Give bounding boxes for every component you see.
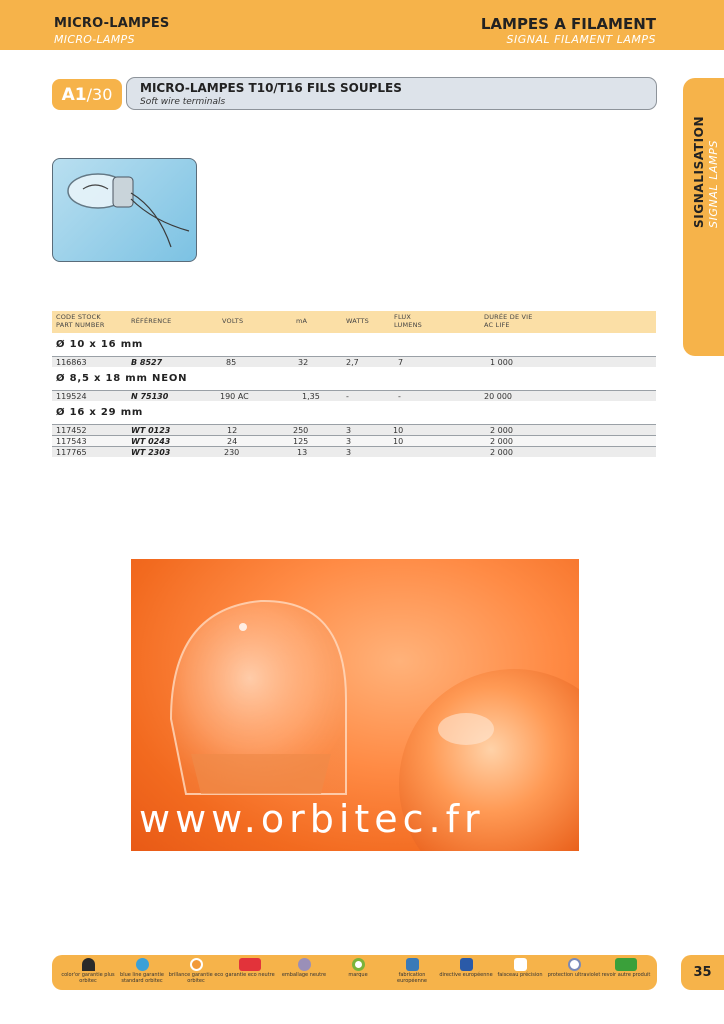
cell-reference: N 75130 [131, 392, 169, 401]
legend-item [492, 958, 548, 978]
cell-life: 2 000 [490, 426, 513, 435]
table-group [52, 401, 656, 424]
header-lumens: LUMENS [394, 321, 422, 329]
legend-item [598, 958, 654, 978]
cell-ma: 13 [297, 448, 308, 457]
legend-label: directive européenne [439, 972, 493, 978]
legend-label: garantie eco neutre [225, 972, 275, 978]
lamp-photo [52, 158, 197, 262]
side-tab-text [692, 116, 720, 228]
dome-icon [82, 958, 95, 971]
recycle-icon [615, 958, 637, 971]
table-header [52, 311, 656, 333]
cell-watts: - [346, 392, 349, 401]
header-ac-life: AC LIFE [484, 321, 510, 329]
cell-reference: WT 2303 [131, 448, 171, 457]
legend-label: protection ultraviolet [547, 972, 601, 978]
header-code-stock: CODE STOCK [56, 313, 101, 321]
cell-code: 117452 [56, 426, 87, 435]
legend-item [384, 958, 440, 984]
cell-volts: 230 [224, 448, 240, 457]
cell-ma: 1,35 [302, 392, 320, 401]
cell-volts: 24 [227, 437, 238, 446]
footer-legend [52, 955, 657, 990]
legend-label: revoir autre produit [601, 972, 651, 978]
header-part-number: PART NUMBER [56, 321, 105, 329]
legend-label: color'or garantie plus orbitec [61, 972, 115, 984]
legend-item [168, 958, 224, 984]
legend-item [222, 958, 278, 978]
cell-reference: WT 0243 [131, 437, 171, 446]
legend-item [60, 958, 116, 984]
section-title: MICRO-LAMPES T10/T16 FILS SOUPLES [140, 81, 402, 95]
package-icon [298, 958, 311, 971]
header-volts: VOLTS [222, 317, 244, 325]
section-title-bar [126, 77, 657, 110]
cell-flux: 7 [398, 358, 404, 367]
brand-icon [352, 958, 365, 971]
cell-watts: 3 [346, 426, 352, 435]
page-number: 35 [681, 955, 724, 990]
header-flux: FLUX [394, 313, 412, 321]
table-row [52, 356, 656, 367]
table-row [52, 446, 656, 457]
cell-reference: WT 0123 [131, 426, 171, 435]
header-right-title: LAMPES A FILAMENT [480, 15, 656, 33]
header-duree: DURÉE DE VIE [484, 313, 533, 321]
uv-icon [568, 958, 581, 971]
legend-item [330, 958, 386, 978]
cell-flux: 10 [393, 437, 404, 446]
promo-url[interactable]: www.orbitec.fr [139, 797, 485, 841]
cell-volts: 12 [227, 426, 238, 435]
side-tab-title: SIGNALISATION [692, 115, 706, 228]
promo-image [131, 559, 579, 851]
factory-icon [406, 958, 419, 971]
cell-flux: - [398, 392, 401, 401]
legend-label: marque [348, 972, 368, 978]
section-subtitle: Soft wire terminals [140, 97, 226, 107]
cell-watts: 2,7 [346, 358, 359, 367]
table-row [52, 390, 656, 401]
header-right-subtitle: SIGNAL FILAMENT LAMPS [506, 33, 656, 46]
header-reference: RÉFÉRENCE [131, 317, 172, 325]
orange-badge-icon [190, 958, 203, 971]
cell-reference: B 8527 [131, 358, 163, 367]
group-label: Ø 8,5 x 18 mm NEON [56, 373, 188, 384]
cell-watts: 3 [346, 437, 352, 446]
cell-ma: 250 [293, 426, 309, 435]
side-tab-subtitle: SIGNAL LAMPS [707, 139, 720, 228]
side-tab [683, 78, 724, 356]
legend-label: emballage neutre [281, 972, 327, 978]
blue-badge-icon [136, 958, 149, 971]
legend-label: faisceau précision [497, 972, 543, 978]
cell-life: 1 000 [490, 358, 513, 367]
cell-life: 2 000 [490, 437, 513, 446]
section-number: /30 [86, 85, 113, 104]
table-row [52, 424, 656, 435]
header-watts: WATTS [346, 317, 369, 325]
legend-item [114, 958, 170, 984]
beam-icon [514, 958, 527, 971]
group-label: Ø 10 x 16 mm [56, 339, 144, 350]
cell-watts: 3 [346, 448, 352, 457]
cell-code: 119524 [56, 392, 87, 401]
section-badge [52, 79, 122, 110]
cell-ma: 32 [298, 358, 309, 367]
table-group [52, 367, 656, 390]
eco-badge-icon [239, 958, 261, 971]
legend-item [438, 958, 494, 978]
cell-code: 116863 [56, 358, 87, 367]
legend-label: fabrication européenne [397, 972, 427, 984]
cell-life: 20 000 [484, 392, 512, 401]
legend-item [276, 958, 332, 978]
header-band [0, 0, 724, 50]
cell-code: 117765 [56, 448, 87, 457]
cell-volts: 85 [226, 358, 237, 367]
cell-ma: 125 [293, 437, 309, 446]
legend-item [546, 958, 602, 978]
header-ma: mA [296, 317, 308, 325]
header-left-title: MICRO-LAMPES [54, 16, 170, 31]
directive-icon [460, 958, 473, 971]
legend-label: blue line garantie standard orbitec [120, 972, 164, 984]
cell-code: 117543 [56, 437, 87, 446]
cell-life: 2 000 [490, 448, 513, 457]
lamp-illustration [53, 159, 197, 262]
cell-volts: 190 AC [220, 392, 249, 401]
header-left-subtitle: MICRO-LAMPS [54, 33, 135, 46]
cell-flux: 10 [393, 426, 404, 435]
table-row [52, 435, 656, 446]
section-code: A1 [61, 84, 87, 105]
table-group [52, 333, 656, 356]
product-table [52, 311, 656, 457]
group-label: Ø 16 x 29 mm [56, 407, 144, 418]
legend-label: brillance garantie eco orbitec [168, 972, 224, 984]
